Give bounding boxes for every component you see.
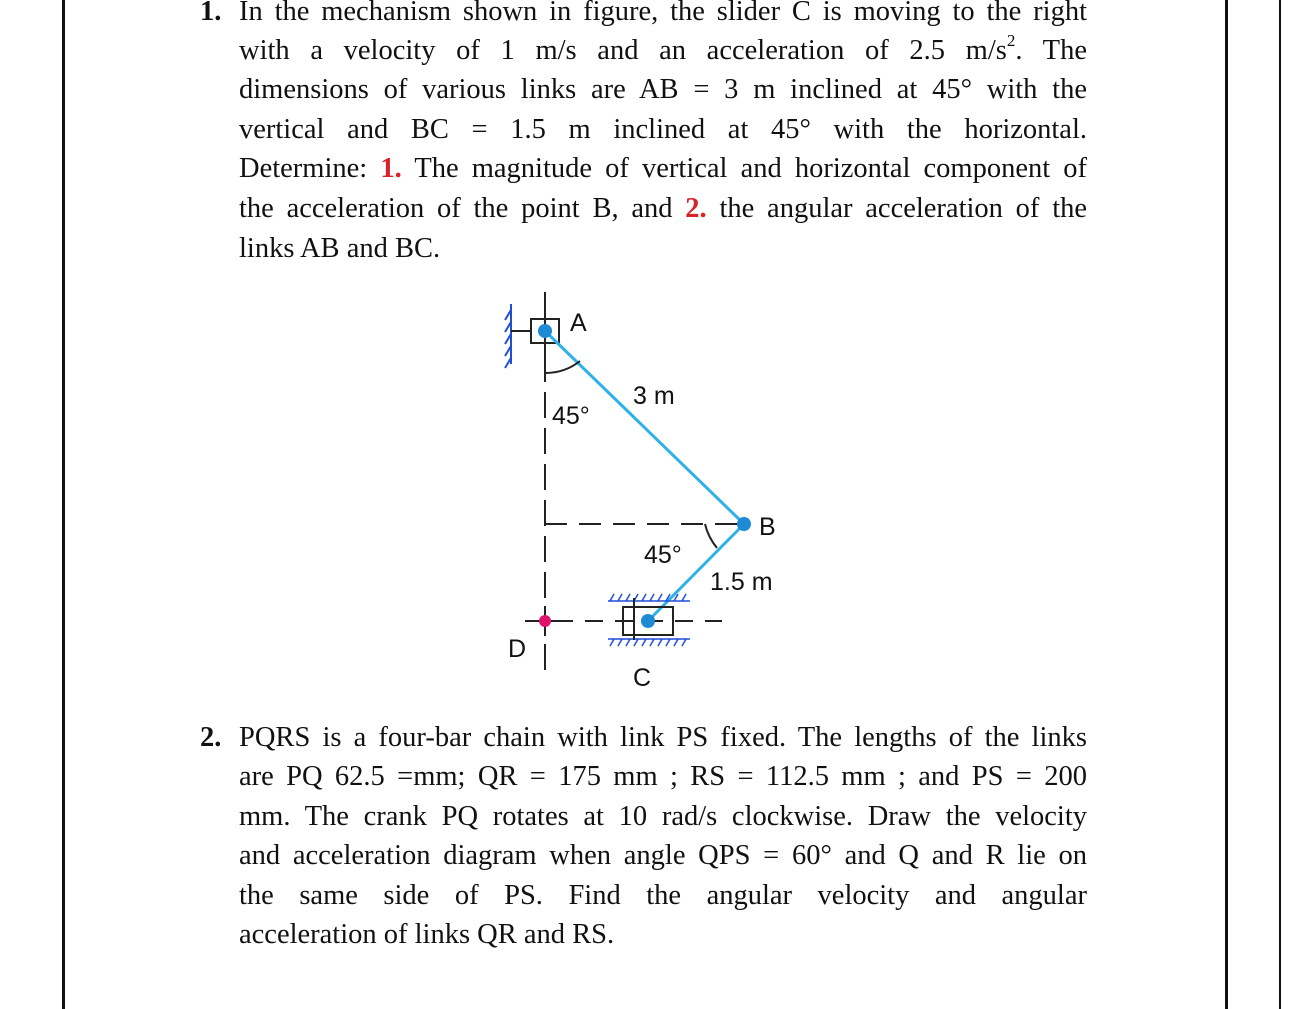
label-c: C xyxy=(633,664,652,692)
problem-1-line-4: vertical and BC = 1.5 m inclined at 45° with the horizontal. xyxy=(239,114,1087,145)
problem-1-line-7: links AB and BC. xyxy=(239,233,441,264)
joint-c xyxy=(641,614,655,628)
label-angle-a: 45° xyxy=(552,402,590,430)
problem-2-line-2: are PQ 62.5 =mm; QR = 175 mm ; RS = 112.5 mm ; and PS = 200 xyxy=(239,761,1087,792)
problem-2-line-5: the same side of PS. Find the angular velocity and angular xyxy=(239,880,1087,911)
problem-1-determine: Determine: xyxy=(239,153,368,184)
problem-1-line-3: dimensions of various links are AB = 3 m inclined at 45° with the xyxy=(239,74,1087,105)
question-2-number: 2. xyxy=(685,193,707,224)
problem-1-line-6-text: the acceleration of the point B, and xyxy=(239,193,673,224)
label-a: A xyxy=(570,309,587,337)
question-2-text: the angular acceleration of the xyxy=(719,193,1088,224)
problem-2-line-4: and acceleration diagram when angle QPS = 60° and Q and R lie on xyxy=(239,840,1087,871)
joint-b xyxy=(737,517,751,531)
label-angle-b: 45° xyxy=(644,541,682,569)
problem-2-line-1: PQRS is a four-bar chain with link PS fixed. The lengths of the links xyxy=(239,722,1087,753)
problem-1-line-1: In the mechanism shown in figure, the slider C is moving to the right xyxy=(239,0,1087,27)
problem-1-line-2-tail: . The xyxy=(1015,35,1087,66)
label-bc-length: 1.5 m xyxy=(710,568,773,596)
slider-guide-bottom xyxy=(608,639,690,646)
pin-bracket-a xyxy=(511,292,559,356)
label-d: D xyxy=(508,635,527,663)
problem-2-line-6: acceleration of links QR and RS. xyxy=(239,919,615,950)
slider-guide-top xyxy=(608,594,690,601)
angle-arc-b xyxy=(705,524,717,548)
problem-2-number: 2. xyxy=(200,722,222,753)
problem-1-line-2-text: with a velocity of 1 m/s and an acceleration of 2.5 m/s xyxy=(239,35,1007,66)
pin-d xyxy=(539,615,551,627)
label-b: B xyxy=(759,513,776,541)
problem-1-number: 1. xyxy=(200,0,222,27)
label-ab-length: 3 m xyxy=(633,382,675,410)
angle-arc-a xyxy=(545,361,580,373)
joint-a xyxy=(538,324,552,338)
fixed-support-a xyxy=(505,304,511,368)
problem-2-line-3: mm. The crank PQ rotates at 10 rad/s clockwise. Draw the velocity xyxy=(239,801,1087,832)
problem-1-exponent: 2 xyxy=(1006,31,1016,51)
question-1-text: The magnitude of vertical and horizontal component of xyxy=(414,153,1087,184)
question-1-number: 1. xyxy=(380,153,402,184)
